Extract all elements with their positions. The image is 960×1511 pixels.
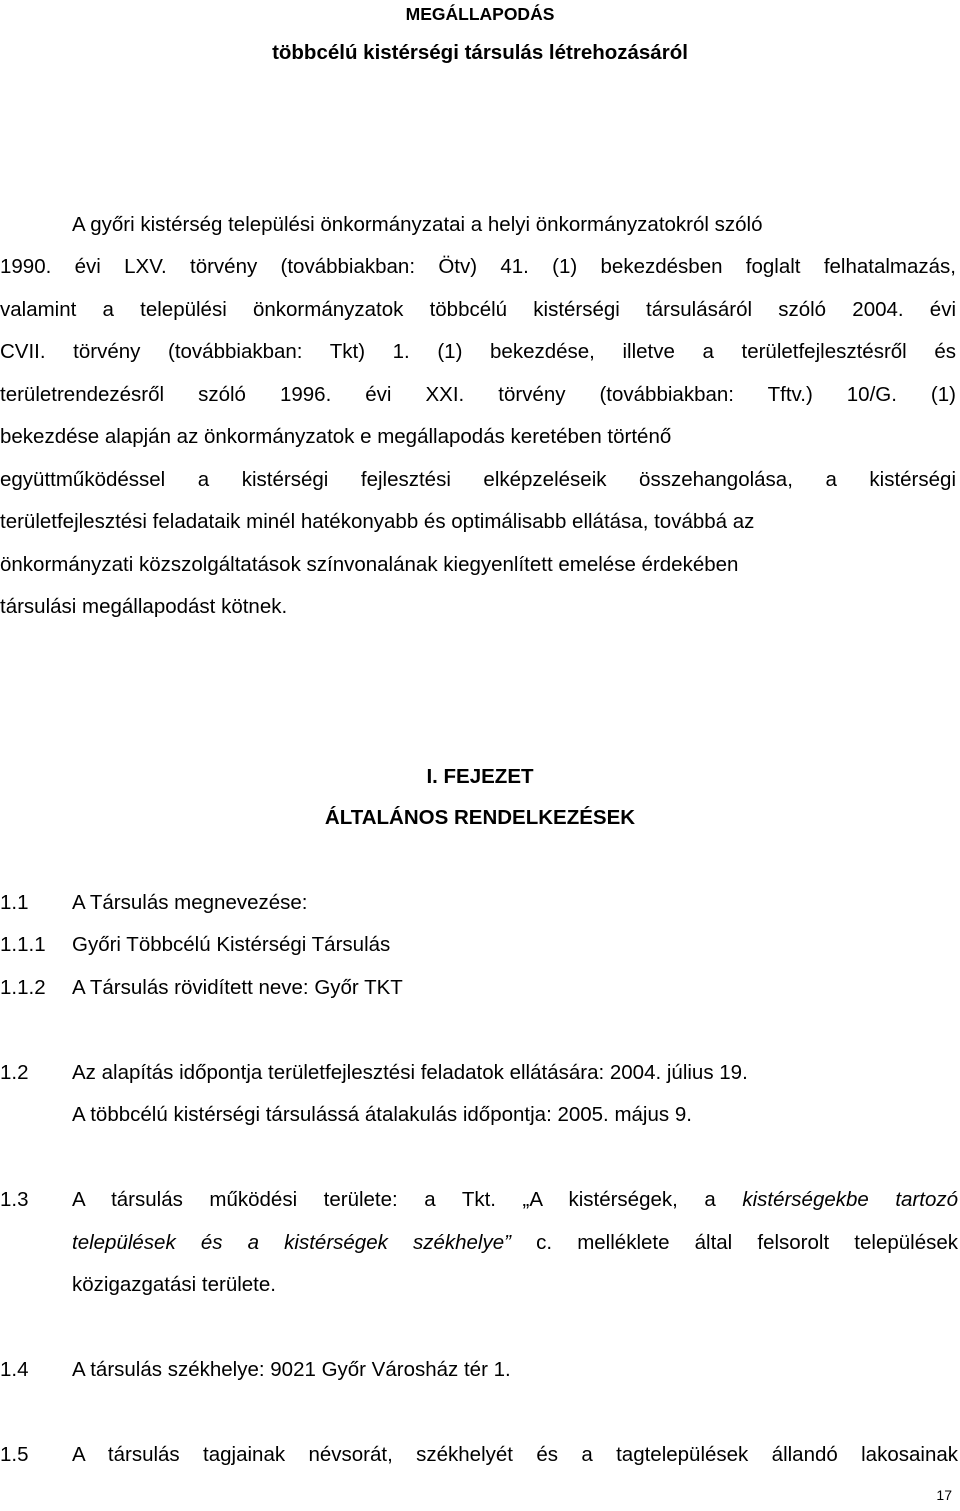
section-number: 1.3 (0, 1188, 29, 1211)
preamble-line: együttműködéssel a kistérségi fejlesztési elképzeléseik összehangolása, a kistérségi (0, 468, 956, 491)
section-text (72, 1188, 958, 1212)
document-label: MEGÁLLAPODÁS (405, 4, 555, 24)
document-title: többcélú kistérségi társulás létrehozásáról (272, 41, 688, 64)
section-text: Győri Többcélú Kistérségi Társulás (72, 933, 391, 956)
section-text: közigazgatási területe. (72, 1273, 276, 1296)
preamble-line: 1990. évi LXV. törvény (továbbiakban: Ötv) 41. (1) bekezdésben foglalt felhatalmazás, (0, 255, 956, 278)
section-number: 1.1.2 (0, 976, 46, 999)
preamble-line: területfejlesztési feladataik minél hatékonyabb és optimálisabb ellátása, továbbá az (0, 510, 755, 533)
section-text-part: A társulás működési területe: a Tkt. (72, 1188, 496, 1211)
section-text: A Társulás rövidített neve: Győr TKT (72, 976, 403, 999)
section-text-italic: települések és a kistérségek székhelye” (72, 1231, 511, 1254)
page-number: 17 (936, 1487, 952, 1503)
section-text-italic: kistérségekbe tartozó (742, 1188, 959, 1211)
preamble-line: önkormányzati közszolgáltatások színvonalának kiegyenlített emelése érdekében (0, 553, 739, 576)
chapter-number: I. FEJEZET (426, 765, 534, 788)
section-number: 1.5 (0, 1443, 29, 1466)
section-text-part: c. melléklete által felsorolt települések (536, 1231, 958, 1254)
section-number: 1.1 (0, 891, 29, 914)
section-text-part: „A kistérségek, a (522, 1188, 716, 1211)
preamble-line: bekezdése alapján az önkormányzatok e megállapodás keretében történő (0, 425, 672, 448)
section-text: Az alapítás időpontja területfejlesztési feladatok ellátására: 2004. július 19. (72, 1061, 748, 1084)
section-text: A Társulás megnevezése: (72, 891, 308, 914)
chapter-title: ÁLTALÁNOS RENDELKEZÉSEK (324, 806, 636, 829)
preamble-line: területrendezésről szóló 1996. évi XXI. törvény (továbbiakban: Tftv.) 10/G. (1) (0, 383, 956, 406)
section-text: A többcélú kistérségi társulássá átalakulás időpontja: 2005. május 9. (72, 1103, 692, 1126)
preamble-line: valamint a települési önkormányzatok többcélú kistérségi társulásáról szóló 2004. évi (0, 298, 956, 321)
section-text (72, 1231, 958, 1255)
section-number: 1.1.1 (0, 933, 46, 956)
section-text: A társulás tagjainak névsorát, székhelyét és a tagtelepülések állandó lakosainak (72, 1443, 958, 1466)
preamble-line: társulási megállapodást kötnek. (0, 595, 288, 618)
preamble-line: A győri kistérség települési önkormányzatai a helyi önkormányzatokról szóló (72, 213, 763, 236)
section-number: 1.2 (0, 1061, 29, 1084)
preamble-line: CVII. törvény (továbbiakban: Tkt) 1. (1) bekezdése, illetve a területfejlesztésről és (0, 340, 956, 363)
section-text: A társulás székhelye: 9021 Győr Városház tér 1. (72, 1358, 511, 1381)
section-number: 1.4 (0, 1358, 29, 1381)
